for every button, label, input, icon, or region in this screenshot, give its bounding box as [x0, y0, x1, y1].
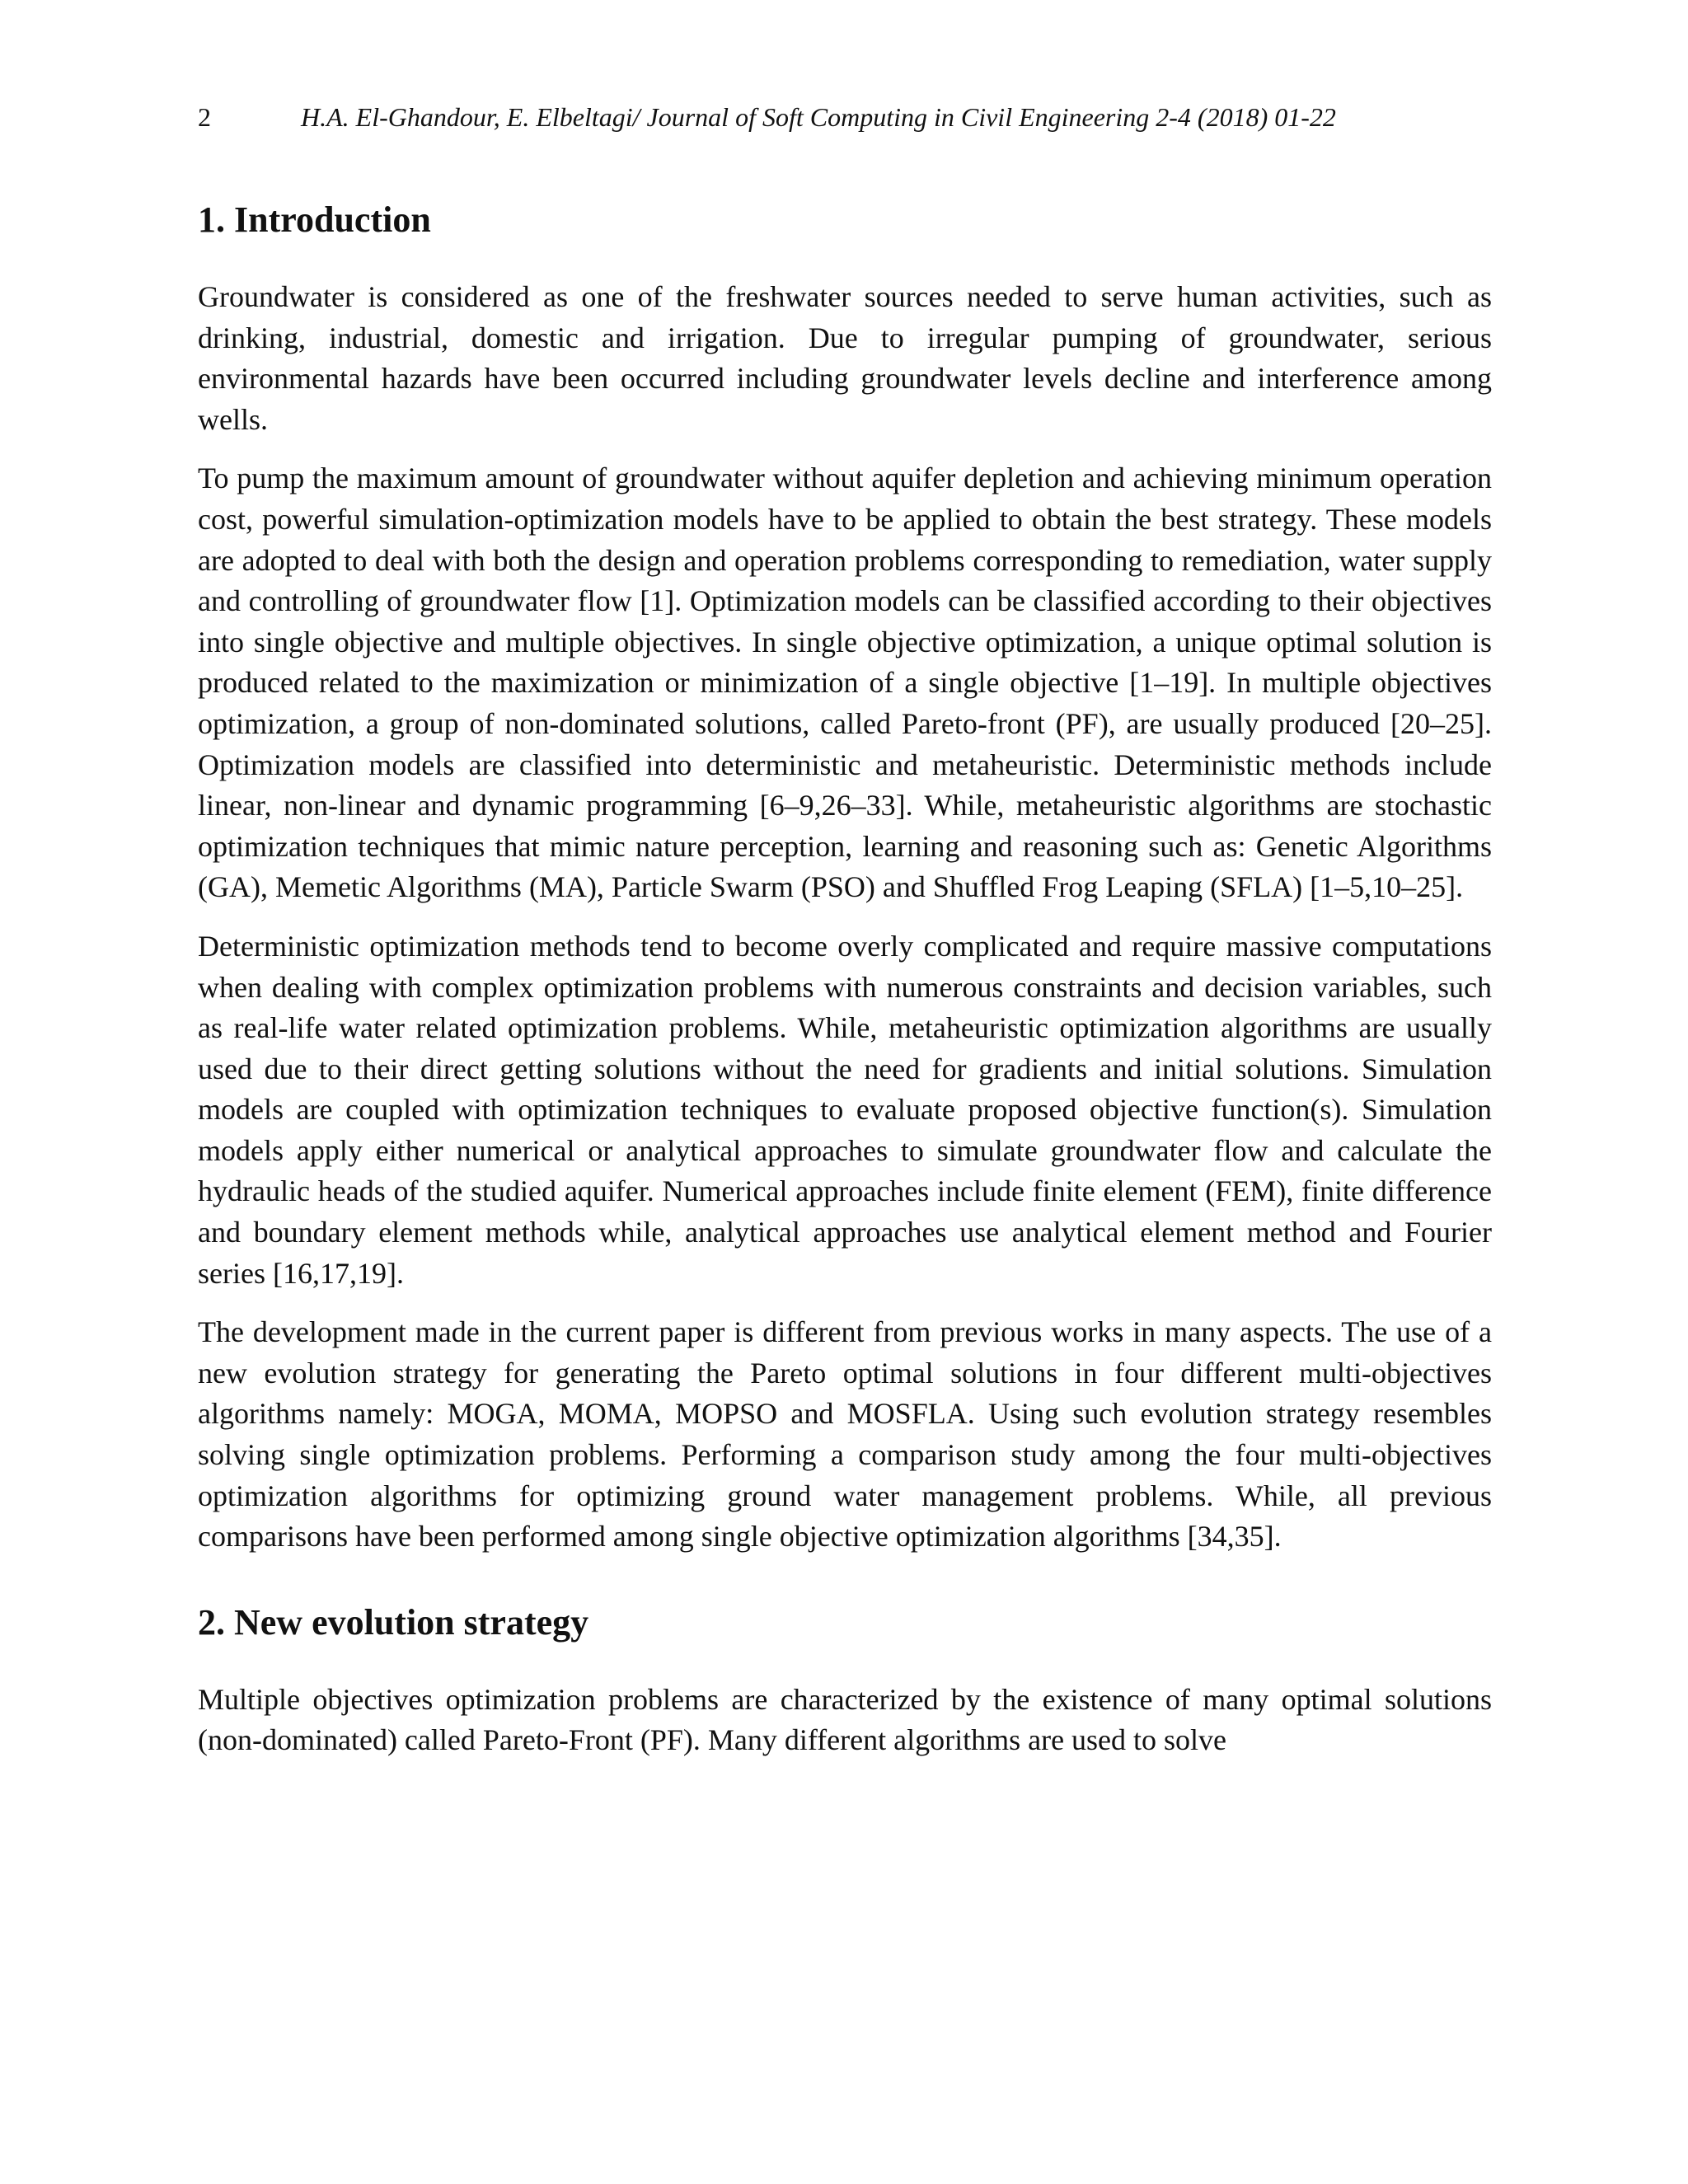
intro-paragraph-2: To pump the maximum amount of groundwater without aquifer depletion and achieving minimum operation cost, powerful simulation-optimization models have to be applied to obtain the best strategy. These models are adopted to deal with both the design and operation problems corresponding to remediation, water supply and controlling of groundwater flow [1]. Optimization models can be classified according to their objectives into single objective and multiple objectives. In single objective optimization, a unique optimal solution is produced related to the maximization or minimization of a single objective [1–19]. In multiple objectives optimization, a group of non-dominated solutions, called Pareto-front (PF), are usually produced [20–25]. Optimization models are classified into deterministic and metaheuristic. Deterministic methods include linear, non-linear and dynamic programming [6–9,26–33]. While, metaheuristic algorithms are stochastic optimization techniques that mimic nature perception, learning and reasoning such as: Genetic Algorithms (GA), Memetic Algorithms (MA), Particle Swarm (PSO) and Shuffled Frog Leaping (SFLA) [1–5,10–25]. — [198, 462, 1492, 904]
intro-paragraph-3: Deterministic optimization methods tend to become overly complicated and require massive computations when dealing with complex optimization problems with numerous constraints and decision variables, such as real-life water related optimization problems. While, metaheuristic optimization algorithms are usually used due to their direct getting solutions without the need for gradients and initial solutions. Simulation models are coupled with optimization techniques to evaluate proposed objective function(s). Simulation models apply either numerical or analytical approaches to simulate groundwater flow and calculate the hydraulic heads of the studied aquifer. Numerical approaches include finite element (FEM), finite difference and boundary element methods while, analytical approaches use analytical element method and Fourier series [16,17,19]. — [198, 929, 1492, 1290]
section-heading-introduction: 1. Introduction — [198, 199, 431, 240]
intro-paragraph-4: The development made in the current paper is different from previous works in many aspects. The use of a new evolution strategy for generating the Pareto optimal solutions in four different multi-objectives algorithms namely: MOGA, MOMA, MOPSO and MOSFLA. Using such evolution strategy resembles solving single optimization problems. Performing a comparison study among the four multi-objectives optimization algorithms for optimizing ground water management problems. While, all previous comparisons have been performed among single objective optimization algorithms [34,35]. — [198, 1315, 1492, 1554]
page-number: 2 — [198, 102, 211, 132]
strategy-paragraph-1: Multiple objectives optimization problems are characterized by the existence of many optimal solutions (non-dominated) called Pareto-Front (PF). Many different algorithms are used to solve — [198, 1682, 1492, 1757]
running-header — [198, 99, 1492, 135]
section-heading-new-evolution-strategy: 2. New evolution strategy — [198, 1601, 589, 1643]
journal-reference: H.A. El-Ghandour, E. Elbeltagi/ Journal of Soft Computing in Civil Engineering 2-4 (2018) 01-22 — [301, 102, 1336, 132]
main-content — [198, 196, 1492, 1779]
intro-paragraph-1: Groundwater is considered as one of the freshwater sources needed to serve human activities, such as drinking, industrial, domestic and irrigation. Due to irregular pumping of groundwater, serious environmental hazards have been occurred including groundwater levels decline and interference among wells. — [198, 280, 1492, 436]
